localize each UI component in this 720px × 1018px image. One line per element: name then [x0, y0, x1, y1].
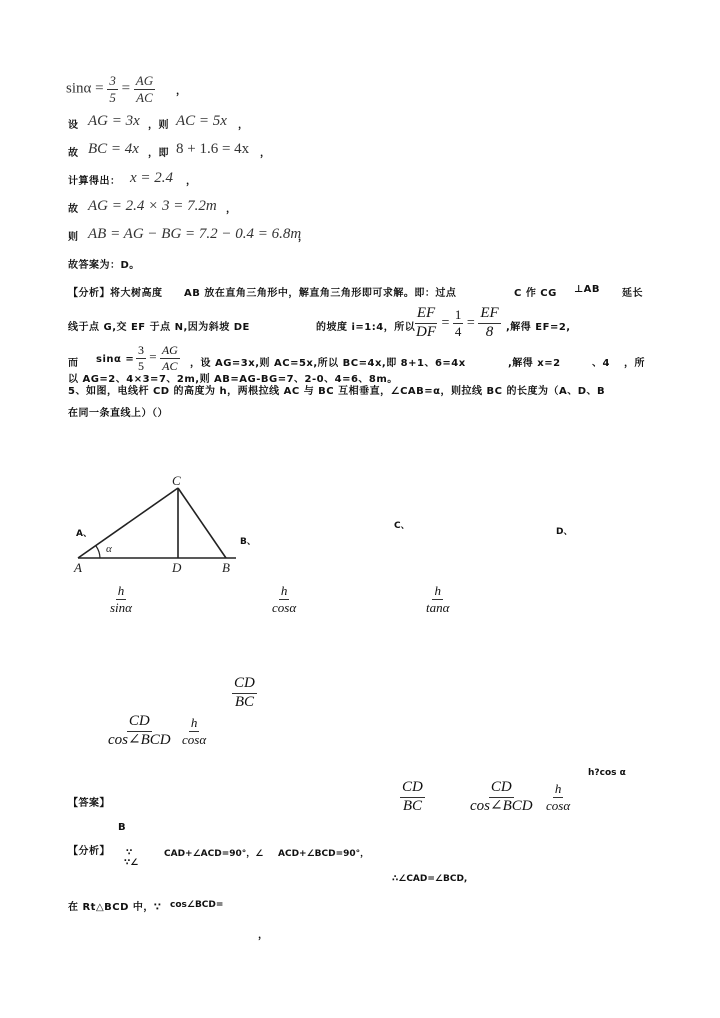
line-prefix: 故 [68, 148, 79, 159]
equation-ag-3x: AG = 3x [88, 113, 140, 129]
analysis-text: C 作 CG [514, 288, 557, 299]
choice-c-label: C、 [394, 521, 410, 531]
analysis-text: CAD+∠ACD=90°，∠ [164, 849, 264, 859]
answer-fraction-h-cos: $\frac{h}{\cos\alpha}$ [546, 781, 571, 813]
option-cd-over-bc: $\frac{CD}{BC}$ [234, 675, 255, 710]
line-prefix: 设 [68, 120, 79, 131]
fraction-ag-ac: $\frac{AG}{AC}$ [161, 343, 178, 373]
choice-b-label: B、 [240, 537, 256, 547]
line-ac [78, 488, 178, 558]
triangle-figure [60, 468, 260, 580]
label-b: B [222, 560, 230, 575]
analysis-text: ⊥AB [574, 284, 601, 295]
connector-text: ，即 [148, 148, 169, 159]
fraction-3-5: $\frac{3}{5}$ [109, 73, 116, 105]
answer-fraction-cd-cos-bcd: $\frac{CD}{\text{cos∠BCD}}$ [470, 779, 533, 814]
analysis-text: 在 Rt△BCD 中，∵ [68, 902, 162, 913]
equation-x: x = 2.4 [130, 170, 174, 186]
fraction-1-4: $\frac{1}{4}$ [454, 307, 462, 339]
option-h-over-cos: $\frac{h}{\cos\alpha}$ [272, 583, 297, 615]
question-text: 5、如图，电线杆 CD 的高度为 h，两根拉线 AC 与 BC 互相垂直，∠CAB=α，则拉线 BC 的长度为（A、D、B [68, 386, 606, 397]
analysis-heading: 【分析】 [68, 846, 110, 857]
option-h-over-cos-2: $\frac{h}{\cos\alpha}$ [182, 715, 207, 747]
analysis-text: 以 AG=2、4×3=7、2m,则 AB=AG-BG=7、2-0、4=6、8m。 [68, 374, 398, 385]
analysis-text: ACD+∠BCD=90°， [278, 849, 370, 859]
fraction-ag-ac: $\frac{AG}{AC}$ [135, 73, 154, 105]
question-text: 在同一条直线上）（） [68, 408, 168, 419]
label-a: A [74, 560, 82, 575]
analysis-text: AB 放在直角三角形中，解直角三角形即可求解。即：过点 [184, 288, 457, 299]
analysis-text: ，设 AG=3x,则 AC=5x,所以 BC=4x,即 8+1、6=4x [190, 358, 466, 369]
choice-d-label: D、 [556, 527, 573, 537]
option-h-over-sin: $\frac{h}{\sin\alpha}$ [110, 583, 132, 615]
h-cos-alpha-text: h?cos α [588, 768, 626, 778]
label-d: D [172, 560, 182, 575]
label-alpha: α [106, 543, 112, 555]
analysis-text: 的坡度 i=1:4，所以 [316, 322, 416, 333]
slope-equation: $\frac{EF}{DF}$ = $\frac{1}{4}$ = $\frac{EF}{8}$ [416, 305, 499, 340]
answer-statement: 故答案为：D。 [68, 260, 140, 271]
equation-ac-5x: AC = 5x [176, 113, 227, 129]
analysis-text: 延长 [622, 288, 643, 299]
analysis-text: ∴∠CAD=∠BCD, [392, 874, 468, 884]
equation-sum: 8 + 1.6 = 4x [176, 141, 250, 157]
option-h-over-tan: $\frac{h}{\tan\alpha}$ [426, 583, 450, 615]
analysis-heading: 【分析】将大树高度 [68, 288, 163, 299]
answer-heading: 【答案】 [68, 798, 110, 809]
angle-arc [96, 546, 100, 558]
connector-text: ，则 [148, 120, 169, 131]
comma: ， [176, 86, 187, 97]
fraction-ef-8: $\frac{EF}{8}$ [480, 305, 499, 340]
fraction-3-5: $\frac{3}{5}$ [138, 343, 144, 373]
analysis-text: 线于点 G,交 EF 于点 N,因为斜坡 DE [68, 322, 250, 333]
label-c: C [172, 473, 181, 488]
answer-fraction-cd-bc: $\frac{CD}{BC}$ [402, 779, 423, 814]
sin-alpha-text: sinα = [66, 80, 104, 97]
line-prefix: 计算得出： [68, 176, 121, 187]
analysis-text: cos∠BCD= [170, 900, 224, 910]
equation-ab-value: AB = AG − BG = 7.2 − 0.4 = 6.8m [88, 226, 302, 242]
equation-ag-value: AG = 2.4 × 3 = 7.2m [88, 198, 217, 214]
line-sin-ratio: sinα = $\frac{3}{5}$ = $\frac{AG}{AC}$ [66, 73, 154, 105]
equation-bc-4x: BC = 4x [88, 141, 139, 157]
line-prefix: 故 [68, 204, 79, 215]
line-bc [178, 488, 226, 558]
analysis-text: ,解得 EF=2, [506, 322, 571, 333]
sin-equation: $\frac{3}{5}$ = $\frac{AG}{AC}$ [138, 343, 178, 373]
choice-a-label: A、 [76, 529, 92, 539]
fraction-ef-df: $\frac{EF}{DF}$ [416, 305, 436, 340]
answer-value: B [118, 822, 127, 833]
option-cd-over-cos-bcd: $\frac{CD}{\text{cos∠BCD}}$ [108, 713, 171, 748]
line-prefix: 则 [68, 232, 79, 243]
